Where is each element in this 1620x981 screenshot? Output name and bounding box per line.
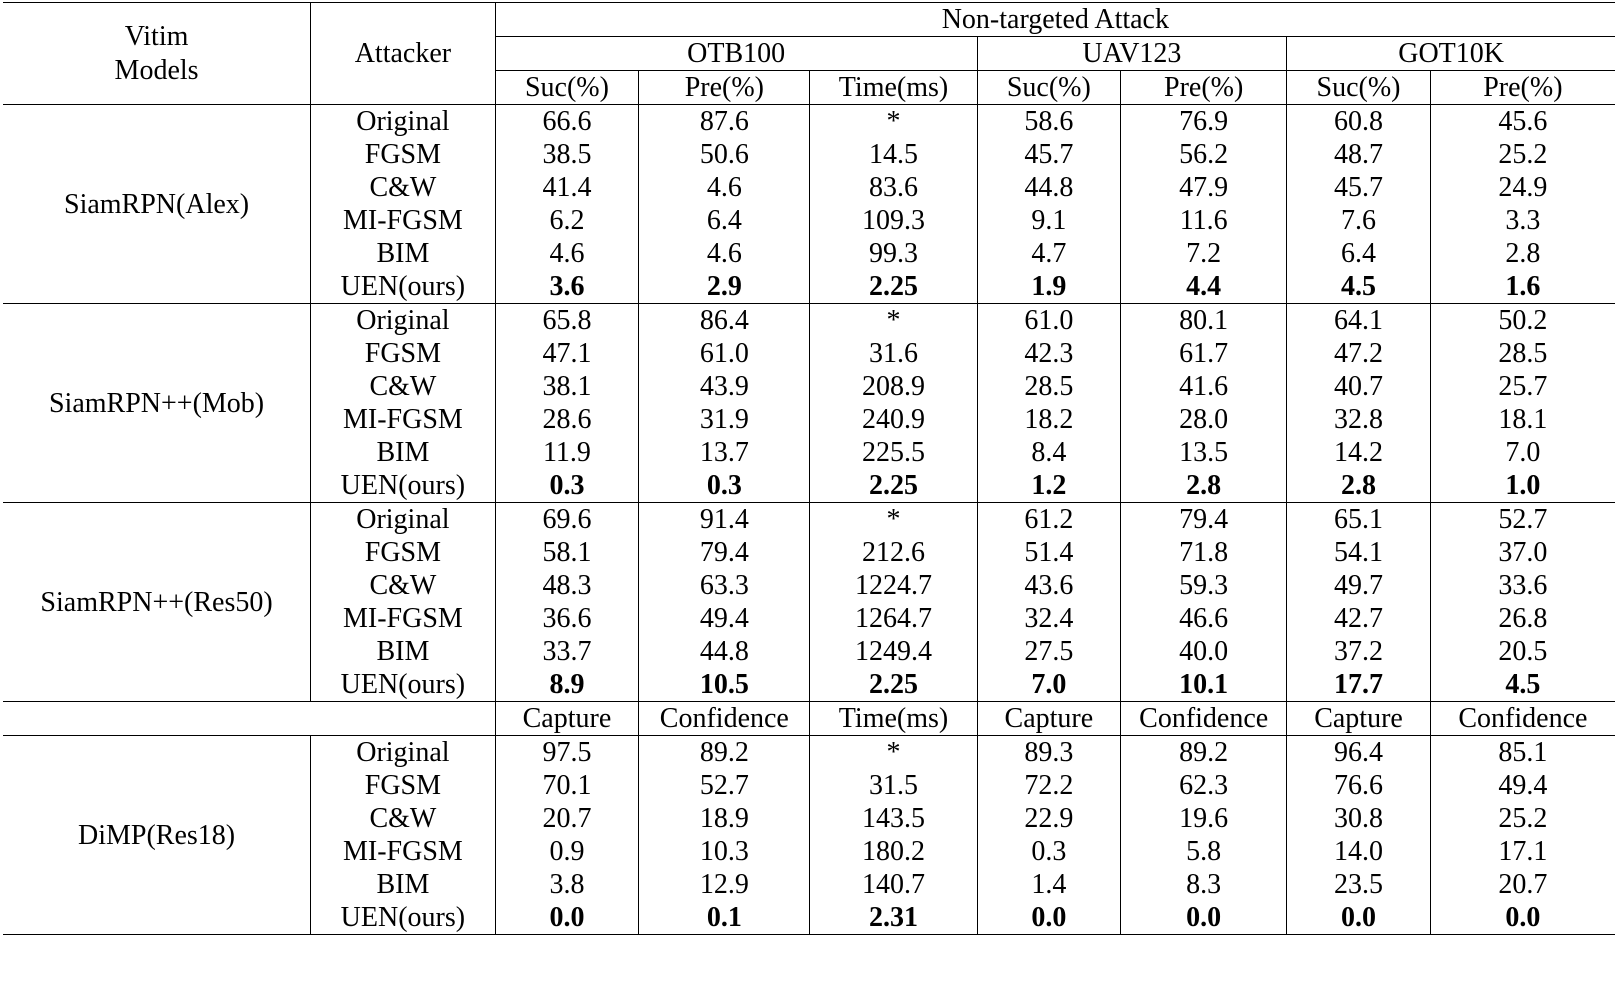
value-cell: 12.9 bbox=[639, 868, 810, 901]
blank-header-cell bbox=[3, 702, 495, 736]
attacker-name: BIM bbox=[311, 436, 496, 469]
value-cell: 7.6 bbox=[1287, 204, 1431, 237]
value-cell: 6.4 bbox=[639, 204, 810, 237]
value-cell: 0.0 bbox=[1287, 901, 1431, 935]
value-cell: 31.5 bbox=[810, 769, 977, 802]
metric-header: Confidence bbox=[1430, 702, 1615, 736]
value-cell: 4.6 bbox=[495, 237, 639, 270]
value-cell: 17.1 bbox=[1498, 836, 1548, 867]
value-cell: 13.7 bbox=[639, 436, 810, 469]
value-cell: 69.6 bbox=[495, 503, 639, 537]
dimp-metric-row bbox=[3, 702, 1615, 736]
attacker-name: MI-FGSM bbox=[311, 403, 496, 436]
value-cell: 61.2 bbox=[977, 503, 1121, 537]
metric-header: Pre(%) bbox=[1430, 71, 1615, 105]
dataset-header-got10k: GOT10K bbox=[1287, 37, 1615, 71]
attacker-name: UEN(ours) bbox=[311, 469, 496, 503]
value-cell: 180.2 bbox=[810, 835, 977, 868]
value-cell: 41.6 bbox=[1121, 370, 1287, 403]
value-cell: 44.8 bbox=[639, 635, 810, 668]
value-cell: 18.9 bbox=[639, 802, 810, 835]
attacker-name: Original bbox=[311, 503, 496, 537]
metric-header: Pre(%) bbox=[639, 71, 810, 105]
value-cell: 36.6 bbox=[495, 602, 639, 635]
attacker-name: Original bbox=[311, 105, 496, 139]
value-cell: 20.7 bbox=[495, 802, 639, 835]
table-row bbox=[3, 736, 1615, 770]
value-cell: 7.2 bbox=[1121, 237, 1287, 270]
value-cell: 85.1 bbox=[1498, 737, 1548, 768]
attacker-name: MI-FGSM bbox=[311, 835, 496, 868]
value-cell: 66.6 bbox=[495, 105, 639, 139]
value-cell: 3.3 bbox=[1505, 205, 1541, 236]
value-cell: 18.1 bbox=[1498, 404, 1548, 435]
value-cell: 2.25 bbox=[810, 469, 977, 503]
victim-header-line1: Vitim bbox=[124, 20, 189, 52]
value-cell: 49.4 bbox=[639, 602, 810, 635]
metric-header: Capture bbox=[495, 702, 639, 736]
value-cell: 0.9 bbox=[495, 835, 639, 868]
value-cell: 8.9 bbox=[495, 668, 639, 702]
value-cell: 61.0 bbox=[639, 337, 810, 370]
value-cell: 50.6 bbox=[639, 138, 810, 171]
value-cell: 40.7 bbox=[1287, 370, 1431, 403]
value-cell: 1.6 bbox=[1430, 270, 1615, 304]
value-cell: 7.0 bbox=[977, 668, 1121, 702]
value-cell: 89.3 bbox=[977, 736, 1121, 770]
value-cell: 11.6 bbox=[1121, 204, 1287, 237]
value-cell: 4.4 bbox=[1121, 270, 1287, 304]
value-cell: 24.9 bbox=[1498, 172, 1548, 203]
table-row bbox=[3, 503, 1615, 537]
value-cell: 4.5 bbox=[1287, 270, 1431, 304]
value-cell: 4.7 bbox=[977, 237, 1121, 270]
attacker-name: Original bbox=[311, 304, 496, 338]
metric-header: Suc(%) bbox=[495, 71, 639, 105]
value-cell: 14.0 bbox=[1287, 835, 1431, 868]
value-cell: 38.1 bbox=[495, 370, 639, 403]
value-cell: 58.6 bbox=[977, 105, 1121, 139]
value-cell: 50.2 bbox=[1498, 305, 1548, 336]
value-cell: 32.4 bbox=[977, 602, 1121, 635]
value-cell: 2.8 bbox=[1505, 238, 1541, 269]
value-cell: 47.9 bbox=[1121, 171, 1287, 204]
value-cell: 91.4 bbox=[639, 503, 810, 537]
value-cell: 33.7 bbox=[495, 635, 639, 668]
value-cell: 83.6 bbox=[810, 171, 977, 204]
attacker-name: C&W bbox=[311, 370, 496, 403]
value-cell: 28.5 bbox=[977, 370, 1121, 403]
value-cell: 2.25 bbox=[810, 270, 977, 304]
value-cell: 2.8 bbox=[1121, 469, 1287, 503]
value-cell: 0.1 bbox=[639, 901, 810, 935]
value-cell: 52.7 bbox=[1498, 504, 1548, 535]
attacker-name: FGSM bbox=[311, 769, 496, 802]
metric-header: Suc(%) bbox=[1287, 71, 1431, 105]
victim-models-header bbox=[3, 3, 311, 105]
value-cell: * bbox=[810, 503, 977, 537]
model-name: SiamRPN++(Mob) bbox=[3, 304, 311, 503]
attacker-name: MI-FGSM bbox=[311, 602, 496, 635]
value-cell: 10.1 bbox=[1121, 668, 1287, 702]
value-cell: 45.6 bbox=[1498, 106, 1548, 137]
metric-header: Confidence bbox=[639, 702, 810, 736]
group-header: Non-targeted Attack bbox=[495, 3, 1615, 37]
value-cell: 96.4 bbox=[1287, 736, 1431, 770]
value-cell: 28.0 bbox=[1121, 403, 1287, 436]
attacker-name: UEN(ours) bbox=[311, 270, 496, 304]
value-cell: 76.6 bbox=[1287, 769, 1431, 802]
attacker-name: UEN(ours) bbox=[311, 901, 496, 935]
value-cell: 79.4 bbox=[1121, 503, 1287, 537]
value-cell: 23.5 bbox=[1287, 868, 1431, 901]
value-cell: 48.3 bbox=[495, 569, 639, 602]
attacker-name: UEN(ours) bbox=[311, 668, 496, 702]
value-cell: 33.6 bbox=[1498, 570, 1548, 601]
value-cell: 52.7 bbox=[639, 769, 810, 802]
value-cell: 56.2 bbox=[1121, 138, 1287, 171]
value-cell: 38.5 bbox=[495, 138, 639, 171]
value-cell: 4.5 bbox=[1430, 668, 1615, 702]
value-cell: 2.9 bbox=[639, 270, 810, 304]
value-cell: 1.2 bbox=[977, 469, 1121, 503]
value-cell: 63.3 bbox=[639, 569, 810, 602]
value-cell: 27.5 bbox=[977, 635, 1121, 668]
value-cell: 225.5 bbox=[810, 436, 977, 469]
value-cell: 97.5 bbox=[495, 736, 639, 770]
value-cell: 65.8 bbox=[495, 304, 639, 338]
value-cell: 6.2 bbox=[495, 204, 639, 237]
value-cell: 0.3 bbox=[977, 835, 1121, 868]
value-cell: 240.9 bbox=[810, 403, 977, 436]
value-cell: 109.3 bbox=[810, 204, 977, 237]
value-cell: 26.8 bbox=[1498, 603, 1548, 634]
value-cell: 8.3 bbox=[1121, 868, 1287, 901]
value-cell: 25.2 bbox=[1498, 803, 1548, 834]
value-cell: 4.6 bbox=[639, 171, 810, 204]
value-cell: * bbox=[810, 736, 977, 770]
value-cell: 143.5 bbox=[810, 802, 977, 835]
value-cell: 19.6 bbox=[1121, 802, 1287, 835]
value-cell: 140.7 bbox=[810, 868, 977, 901]
value-cell: 80.1 bbox=[1121, 304, 1287, 338]
value-cell: 1.4 bbox=[977, 868, 1121, 901]
value-cell: 37.0 bbox=[1498, 537, 1548, 568]
dataset-header-otb100: OTB100 bbox=[495, 37, 977, 71]
value-cell: 212.6 bbox=[810, 536, 977, 569]
attacker-name: BIM bbox=[311, 868, 496, 901]
value-cell: 25.7 bbox=[1498, 371, 1548, 402]
attacker-name: FGSM bbox=[311, 337, 496, 370]
attacker-name: C&W bbox=[311, 802, 496, 835]
metric-header: Time(ms) bbox=[810, 702, 977, 736]
table-row bbox=[3, 304, 1615, 338]
value-cell: 31.6 bbox=[810, 337, 977, 370]
metric-header: Pre(%) bbox=[1121, 71, 1287, 105]
value-cell: 10.5 bbox=[639, 668, 810, 702]
attacker-name: Original bbox=[311, 736, 496, 770]
dataset-header-uav123: UAV123 bbox=[977, 37, 1287, 71]
attacker-name: C&W bbox=[311, 569, 496, 602]
value-cell: 45.7 bbox=[977, 138, 1121, 171]
value-cell: 4.6 bbox=[639, 237, 810, 270]
value-cell: 17.7 bbox=[1287, 668, 1431, 702]
value-cell: 18.2 bbox=[977, 403, 1121, 436]
value-cell: 28.5 bbox=[1498, 338, 1548, 369]
value-cell: 2.25 bbox=[810, 668, 977, 702]
value-cell: 49.4 bbox=[1498, 770, 1548, 801]
value-cell: 13.5 bbox=[1121, 436, 1287, 469]
value-cell: 40.0 bbox=[1121, 635, 1287, 668]
value-cell: 65.1 bbox=[1287, 503, 1431, 537]
value-cell: 44.8 bbox=[977, 171, 1121, 204]
attacker-name: FGSM bbox=[311, 536, 496, 569]
value-cell: 0.0 bbox=[1430, 901, 1615, 935]
value-cell: 76.9 bbox=[1121, 105, 1287, 139]
victim-header-line2: Models bbox=[114, 54, 199, 86]
value-cell: 1249.4 bbox=[810, 635, 977, 668]
table-row bbox=[3, 105, 1615, 139]
value-cell: 54.1 bbox=[1287, 536, 1431, 569]
value-cell: 14.2 bbox=[1287, 436, 1431, 469]
attacker-name: FGSM bbox=[311, 138, 496, 171]
value-cell: 86.4 bbox=[639, 304, 810, 338]
value-cell: 31.9 bbox=[639, 403, 810, 436]
attacker-header: Attacker bbox=[311, 3, 496, 105]
value-cell: 43.6 bbox=[977, 569, 1121, 602]
attacker-name: C&W bbox=[311, 171, 496, 204]
metric-header: Capture bbox=[1287, 702, 1431, 736]
metric-header: Suc(%) bbox=[977, 71, 1121, 105]
attacker-name: BIM bbox=[311, 635, 496, 668]
value-cell: 20.7 bbox=[1498, 869, 1548, 900]
value-cell: 47.1 bbox=[495, 337, 639, 370]
value-cell: 89.2 bbox=[1121, 736, 1287, 770]
model-name: SiamRPN(Alex) bbox=[3, 105, 311, 304]
value-cell: 30.8 bbox=[1287, 802, 1431, 835]
value-cell: 41.4 bbox=[495, 171, 639, 204]
value-cell: 49.7 bbox=[1287, 569, 1431, 602]
value-cell: 42.7 bbox=[1287, 602, 1431, 635]
value-cell: 0.3 bbox=[639, 469, 810, 503]
value-cell: 28.6 bbox=[495, 403, 639, 436]
value-cell: 2.8 bbox=[1287, 469, 1431, 503]
table-body bbox=[3, 105, 1615, 935]
value-cell: 47.2 bbox=[1287, 337, 1431, 370]
metric-header: Confidence bbox=[1121, 702, 1287, 736]
value-cell: 14.5 bbox=[810, 138, 977, 171]
value-cell: 25.2 bbox=[1498, 139, 1548, 170]
results-table bbox=[3, 2, 1615, 935]
metric-header: Time(ms) bbox=[810, 71, 977, 105]
value-cell: 60.8 bbox=[1287, 105, 1431, 139]
value-cell: 72.2 bbox=[977, 769, 1121, 802]
value-cell: 2.31 bbox=[810, 901, 977, 935]
value-cell: 1264.7 bbox=[810, 602, 977, 635]
value-cell: * bbox=[810, 304, 977, 338]
value-cell: 62.3 bbox=[1121, 769, 1287, 802]
value-cell: 3.6 bbox=[495, 270, 639, 304]
value-cell: 8.4 bbox=[977, 436, 1121, 469]
value-cell: 208.9 bbox=[810, 370, 977, 403]
metric-header: Capture bbox=[977, 702, 1121, 736]
value-cell: 87.6 bbox=[639, 105, 810, 139]
value-cell: 61.7 bbox=[1121, 337, 1287, 370]
value-cell: 7.0 bbox=[1505, 437, 1541, 468]
value-cell: 0.0 bbox=[1121, 901, 1287, 935]
value-cell: 0.0 bbox=[977, 901, 1121, 935]
value-cell: 6.4 bbox=[1287, 237, 1431, 270]
value-cell: 51.4 bbox=[977, 536, 1121, 569]
value-cell: 1.0 bbox=[1430, 469, 1615, 503]
value-cell: 11.9 bbox=[495, 436, 639, 469]
value-cell: 43.9 bbox=[639, 370, 810, 403]
value-cell: 32.8 bbox=[1287, 403, 1431, 436]
value-cell: 20.5 bbox=[1498, 636, 1548, 667]
value-cell: 42.3 bbox=[977, 337, 1121, 370]
value-cell: 5.8 bbox=[1121, 835, 1287, 868]
model-name: DiMP(Res18) bbox=[3, 736, 311, 935]
value-cell: 64.1 bbox=[1287, 304, 1431, 338]
attacker-name: BIM bbox=[311, 237, 496, 270]
value-cell: 1224.7 bbox=[810, 569, 977, 602]
value-cell: * bbox=[810, 105, 977, 139]
value-cell: 1.9 bbox=[977, 270, 1121, 304]
value-cell: 89.2 bbox=[639, 736, 810, 770]
value-cell: 3.8 bbox=[495, 868, 639, 901]
value-cell: 9.1 bbox=[977, 204, 1121, 237]
value-cell: 37.2 bbox=[1287, 635, 1431, 668]
value-cell: 0.0 bbox=[495, 901, 639, 935]
value-cell: 71.8 bbox=[1121, 536, 1287, 569]
value-cell: 10.3 bbox=[639, 835, 810, 868]
value-cell: 46.6 bbox=[1121, 602, 1287, 635]
attacker-name: MI-FGSM bbox=[311, 204, 496, 237]
value-cell: 70.1 bbox=[495, 769, 639, 802]
model-name: SiamRPN++(Res50) bbox=[3, 503, 311, 702]
value-cell: 0.3 bbox=[495, 469, 639, 503]
value-cell: 58.1 bbox=[495, 536, 639, 569]
value-cell: 59.3 bbox=[1121, 569, 1287, 602]
value-cell: 99.3 bbox=[810, 237, 977, 270]
value-cell: 48.7 bbox=[1287, 138, 1431, 171]
value-cell: 61.0 bbox=[977, 304, 1121, 338]
value-cell: 79.4 bbox=[639, 536, 810, 569]
value-cell: 45.7 bbox=[1287, 171, 1431, 204]
value-cell: 22.9 bbox=[977, 802, 1121, 835]
